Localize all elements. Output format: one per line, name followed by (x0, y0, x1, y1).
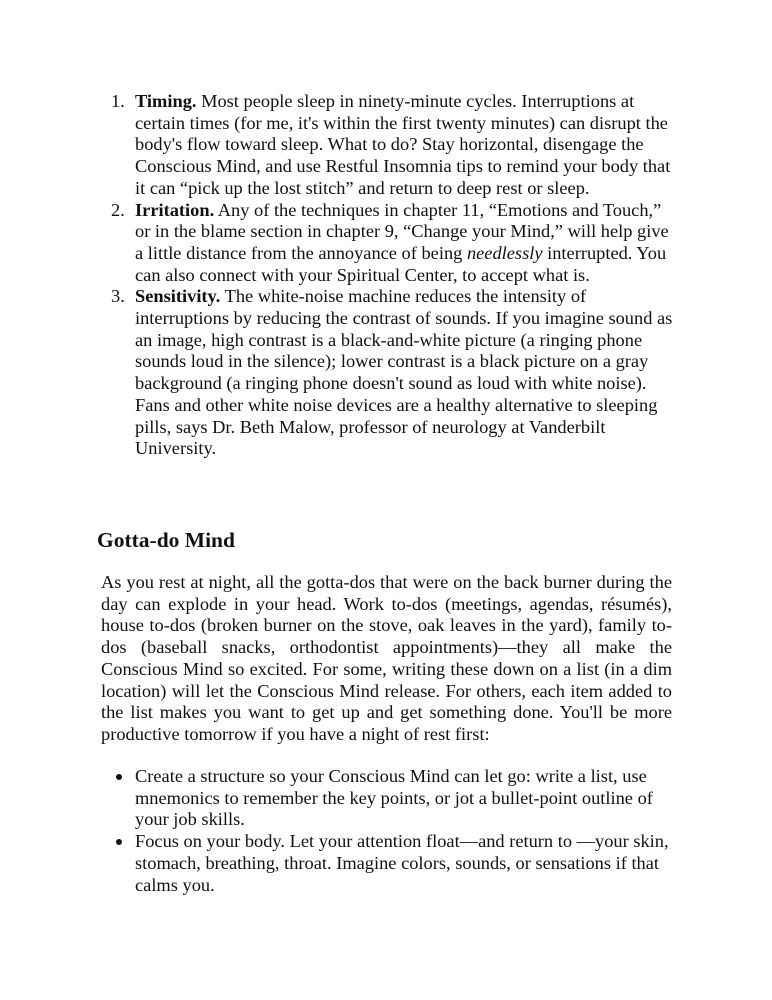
list-number: 2. (111, 199, 125, 220)
list-body: The white-noise machine reduces the intensity of interruptions by reducing the contrast of sounds. If you imagine sound as an image, high contrast is a black-and-white picture (a ringing phone sounds loud in the silence); lower contrast is a black picture on a gray background (a ringing phone doesn't sound as loud with white noise). Fans and other white noise devices are a healthy alternative to sleeping pills, says Dr. Beth Malow, professor of neurology at Vanderbilt University. (135, 286, 673, 459)
list-body: interrupted. You can also connect with your Spiritual Center, to accept what is. (135, 242, 667, 285)
bullet-list (0, 766, 680, 896)
list-item-text (135, 200, 675, 287)
list-item (0, 200, 680, 287)
list-body: Most people sleep in ninety-minute cycles. Interruptions at certain times (for me, it's within the first twenty minutes) can disrupt the body's flow toward sleep. What to do? Stay horizontal, disengage the Conscious Mind, and use Restful Insomnia tips to remind your body that it can “pick up the lost stitch” and return to deep rest or sleep. (135, 91, 671, 198)
section-heading: Gotta-do Mind (97, 528, 235, 552)
list-body: Any of the techniques in chapter 11, “Emotions and Touch,” or in the blame section in chapter 9, “Change your Mind,” will help give a little distance from the annoyance of being (135, 199, 669, 263)
body-paragraph: As you rest at night, all the gotta-dos that were on the back burner during the day can explode in your head. Work to-dos (meetings, agendas, résumés), house to-dos (broken burner on the stove, oak leaves in the yard), family to-dos (baseball snacks, orthodontist appointments)—they all make the Conscious Mind so excited. For some, writing these down on a list (in a dim location) will let the Conscious Mind release. For others, each item added to the list makes you want to get up and get something done. You'll be more productive tomorrow if you have a night of rest first: (101, 572, 672, 744)
bullet-text: Focus on your body. Let your attention float—and return to —your skin, stomach, breathing, throat. Imagine colors, sounds, or sensations if that calms you. (135, 831, 669, 895)
list-item (0, 831, 680, 896)
list-item (0, 286, 680, 460)
list-item (0, 91, 680, 200)
list-item (0, 766, 680, 831)
list-emphasis: needlessly (466, 242, 543, 263)
list-item-text (135, 91, 675, 200)
numbered-list (0, 91, 680, 460)
list-term: Timing. (135, 91, 197, 111)
list-term: Irritation. (135, 199, 215, 220)
bullet-text: Create a structure so your Conscious Mind can let go: write a list, use mnemonics to remember the key points, or jot a bullet-point outline of your job skills. (135, 766, 653, 830)
list-term: Sensitivity. (135, 286, 221, 307)
bullet-dot-icon (116, 774, 122, 780)
list-item-text (135, 286, 675, 460)
list-number: 3. (111, 286, 125, 307)
bullet-dot-icon (116, 839, 122, 845)
list-number: 1. (111, 91, 125, 111)
